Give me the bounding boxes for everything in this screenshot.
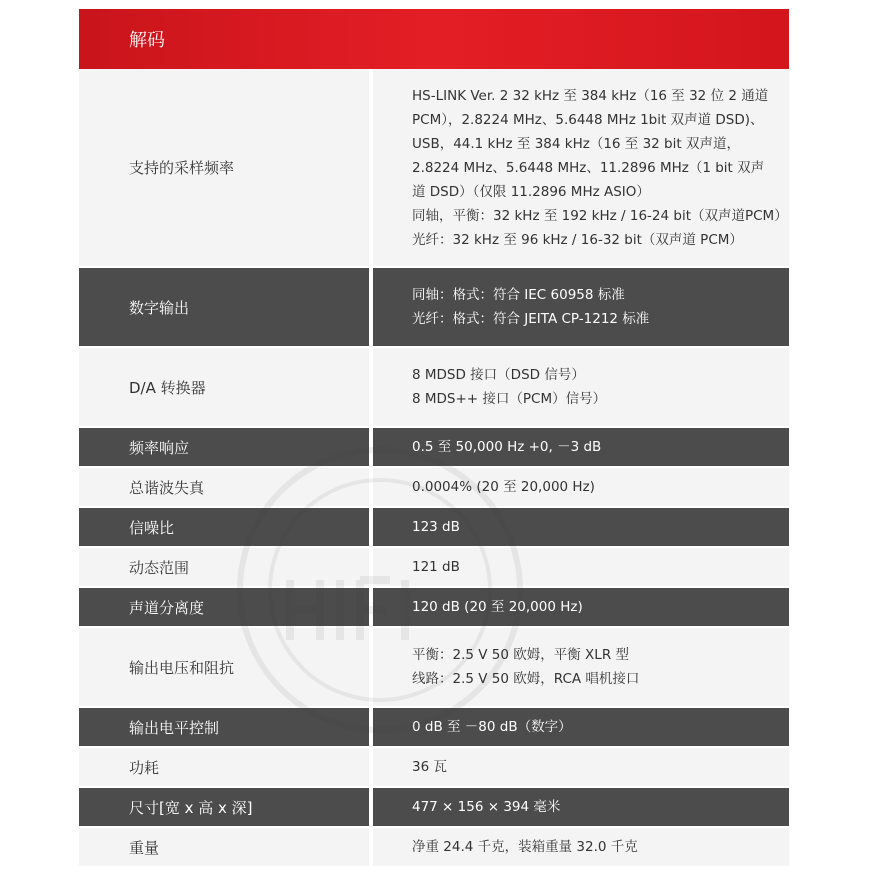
spec-value — [373, 628, 789, 706]
section-header — [79, 9, 789, 69]
spec-value-line: 0 dB 至 －80 dB（数字） — [412, 719, 572, 735]
spec-label: 支持的采样频率 — [79, 69, 369, 266]
spec-value-line: 平衡：2.5 V 50 欧姆，平衡 XLR 型 — [412, 647, 629, 663]
spec-label: D/A 转换器 — [79, 348, 369, 426]
spec-label: 输出电压和阻抗 — [79, 628, 369, 706]
spec-label: 动态范围 — [79, 548, 369, 586]
spec-value — [373, 468, 789, 506]
spec-row — [79, 588, 789, 626]
spec-value-line: 121 dB — [412, 559, 460, 575]
spec-row — [79, 628, 789, 706]
spec-rows — [79, 69, 789, 866]
spec-label: 尺寸[宽 x 高 x 深] — [79, 788, 369, 826]
spec-value — [373, 788, 789, 826]
spec-value — [373, 548, 789, 586]
spec-value-line: 120 dB (20 至 20,000 Hz) — [412, 599, 583, 615]
spec-value-line: 道 DSD）（仅限 11.2896 MHz ASIO） — [412, 183, 650, 200]
spec-row — [79, 468, 789, 506]
spec-value-line: 8 MDSD 接口（DSD 信号） — [412, 367, 585, 383]
section-title: 解码 — [129, 30, 165, 51]
spec-label: 数字输出 — [79, 268, 369, 346]
spec-label: 频率响应 — [79, 428, 369, 466]
spec-row — [79, 548, 789, 586]
spec-row — [79, 748, 789, 786]
spec-value-line: 477 × 156 × 394 毫米 — [412, 799, 561, 815]
spec-label: 输出电平控制 — [79, 708, 369, 746]
spec-value — [373, 508, 789, 546]
spec-value — [373, 348, 789, 426]
spec-value-line: 123 dB — [412, 519, 460, 535]
spec-row — [79, 69, 789, 266]
spec-label: 总谐波失真 — [79, 468, 369, 506]
spec-value — [373, 588, 789, 626]
spec-row — [79, 268, 789, 346]
spec-value — [373, 428, 789, 466]
spec-value-line: 净重 24.4 千克，装箱重量 32.0 千克 — [412, 839, 638, 855]
spec-row — [79, 788, 789, 826]
spec-value-line: 0.5 至 50,000 Hz +0, －3 dB — [412, 439, 602, 455]
spec-value — [373, 708, 789, 746]
spec-label: 信噪比 — [79, 508, 369, 546]
spec-value-line: 0.0004% (20 至 20,000 Hz) — [412, 479, 595, 495]
spec-label: 功耗 — [79, 748, 369, 786]
spec-value-line: 同轴，平衡：32 kHz 至 192 kHz / 16-24 bit（双声道PCM） — [412, 207, 788, 224]
spec-row — [79, 348, 789, 426]
spec-value-line: 光纤：格式：符合 JEITA CP-1212 标准 — [412, 311, 650, 327]
spec-table — [79, 9, 789, 866]
spec-value-line: 8 MDS++ 接口（PCM）信号） — [412, 391, 607, 407]
spec-row — [79, 428, 789, 466]
spec-value-line: 36 瓦 — [412, 759, 447, 775]
spec-value — [373, 748, 789, 786]
spec-value — [373, 69, 789, 266]
spec-label: 声道分离度 — [79, 588, 369, 626]
spec-value-line: PCM），2.8224 MHz、5.6448 MHz 1bit 双声道 DSD)、 — [412, 111, 764, 128]
spec-value-line: USB，44.1 kHz 至 384 kHz（16 至 32 bit 双声道， — [412, 135, 740, 152]
spec-value — [373, 828, 789, 866]
spec-label: 重量 — [79, 828, 369, 866]
spec-value-line: 同轴：格式：符合 IEC 60958 标准 — [412, 287, 625, 303]
spec-value-line: HS-LINK Ver. 2 32 kHz 至 384 kHz（16 至 32 位 2 通道 — [412, 87, 769, 104]
spec-value-line: 线路：2.5 V 50 欧姆，RCA 唱机接口 — [412, 671, 640, 687]
spec-row — [79, 708, 789, 746]
spec-value-line: 光纤：32 kHz 至 96 kHz / 16-32 bit（双声道 PCM） — [412, 231, 743, 248]
spec-row — [79, 828, 789, 866]
spec-value — [373, 268, 789, 346]
spec-value-line: 2.8224 MHz、5.6448 MHz、11.2896 MHz（1 bit 双声 — [412, 159, 765, 176]
spec-row — [79, 508, 789, 546]
